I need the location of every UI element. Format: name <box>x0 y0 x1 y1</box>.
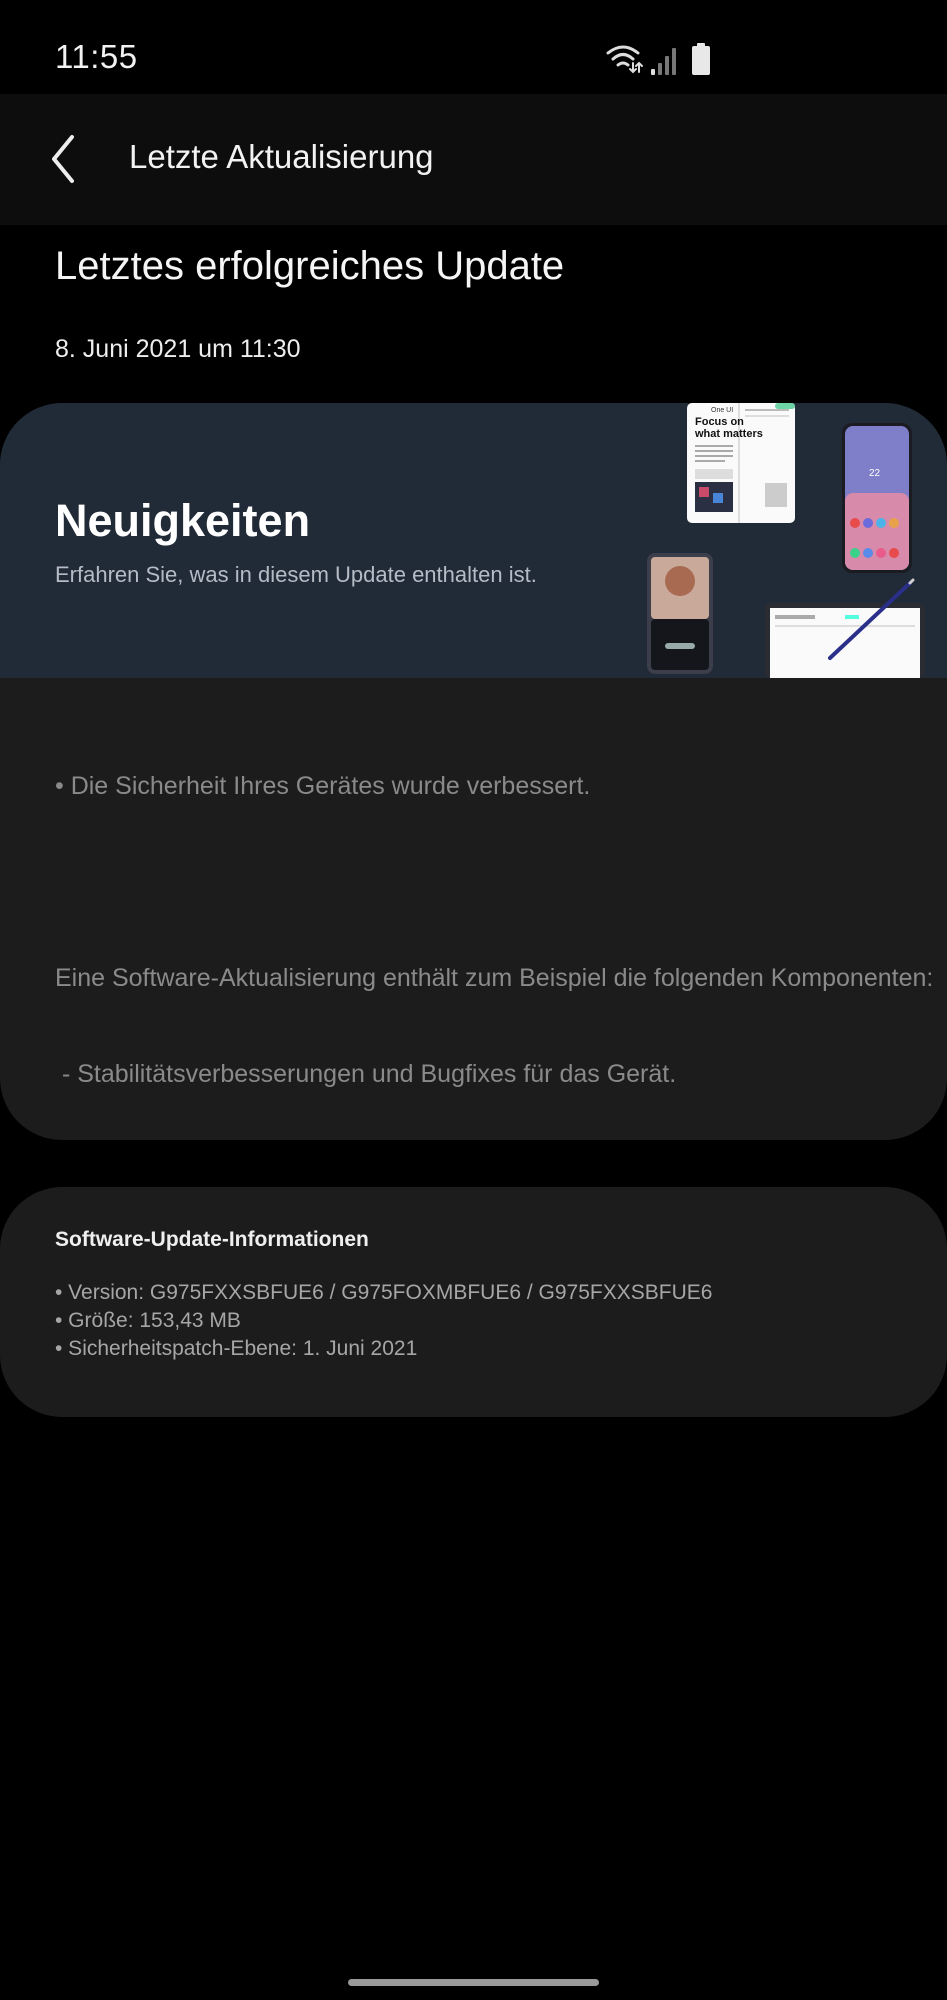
chevron-left-icon <box>54 137 72 181</box>
version-info: • Version: G975FXXSBFUE6 / G975FOXMBFUE6 / G975FXXSBFUE6 <box>55 1281 713 1304</box>
update-date: 8. Juni 2021 um 11:30 <box>55 335 301 363</box>
whats-new-banner <box>0 403 947 678</box>
app-bar <box>0 94 947 225</box>
phone-clock-text: 22 <box>869 468 881 479</box>
pen-tablet-device <box>765 580 925 678</box>
update-info-list <box>55 1279 712 1363</box>
security-note: • Die Sicherheit Ihres Gerätes wurde verbessert. <box>55 772 591 800</box>
update-info-title: Software-Update-Informationen <box>55 1228 369 1251</box>
devices-illustration <box>615 403 947 678</box>
phone-device <box>842 423 912 573</box>
status-icons <box>606 42 711 76</box>
tablet-text-2: Focus on <box>695 416 744 428</box>
size-info: • Größe: 153,43 MB <box>55 1309 241 1332</box>
security-patch-info: • Sicherheitspatch-Ebene: 1. Juni 2021 <box>55 1337 418 1360</box>
app-bar-title: Letzte Aktualisierung <box>129 138 434 175</box>
home-indicator[interactable] <box>348 1979 599 1986</box>
wifi-icon <box>608 47 642 72</box>
tablet-device <box>687 403 795 523</box>
whats-new-body <box>55 706 934 1140</box>
back-button[interactable] <box>40 127 104 191</box>
whats-new-card <box>0 403 947 1140</box>
tablet-text-1: One UI <box>711 407 734 414</box>
tablet-text-3: what matters <box>695 428 763 440</box>
battery-icon <box>692 43 710 75</box>
whats-new-title: Neuigkeiten <box>55 495 311 546</box>
component-item: - Stabilitätsverbesserungen und Bugfixes für das Gerät. <box>55 1060 677 1088</box>
whats-new-subtitle: Erfahren Sie, was in diesem Update enthalten ist. <box>55 562 537 587</box>
status-bar <box>0 0 947 94</box>
flip-phone-device <box>647 553 713 674</box>
signal-icon <box>651 48 676 75</box>
page-heading: Letztes erfolgreiches Update <box>55 244 565 288</box>
update-info-card <box>0 1187 947 1417</box>
components-intro: Eine Software-Aktualisierung enthält zum Beispiel die folgenden Komponenten: <box>55 964 934 992</box>
status-time: 11:55 <box>55 38 138 75</box>
